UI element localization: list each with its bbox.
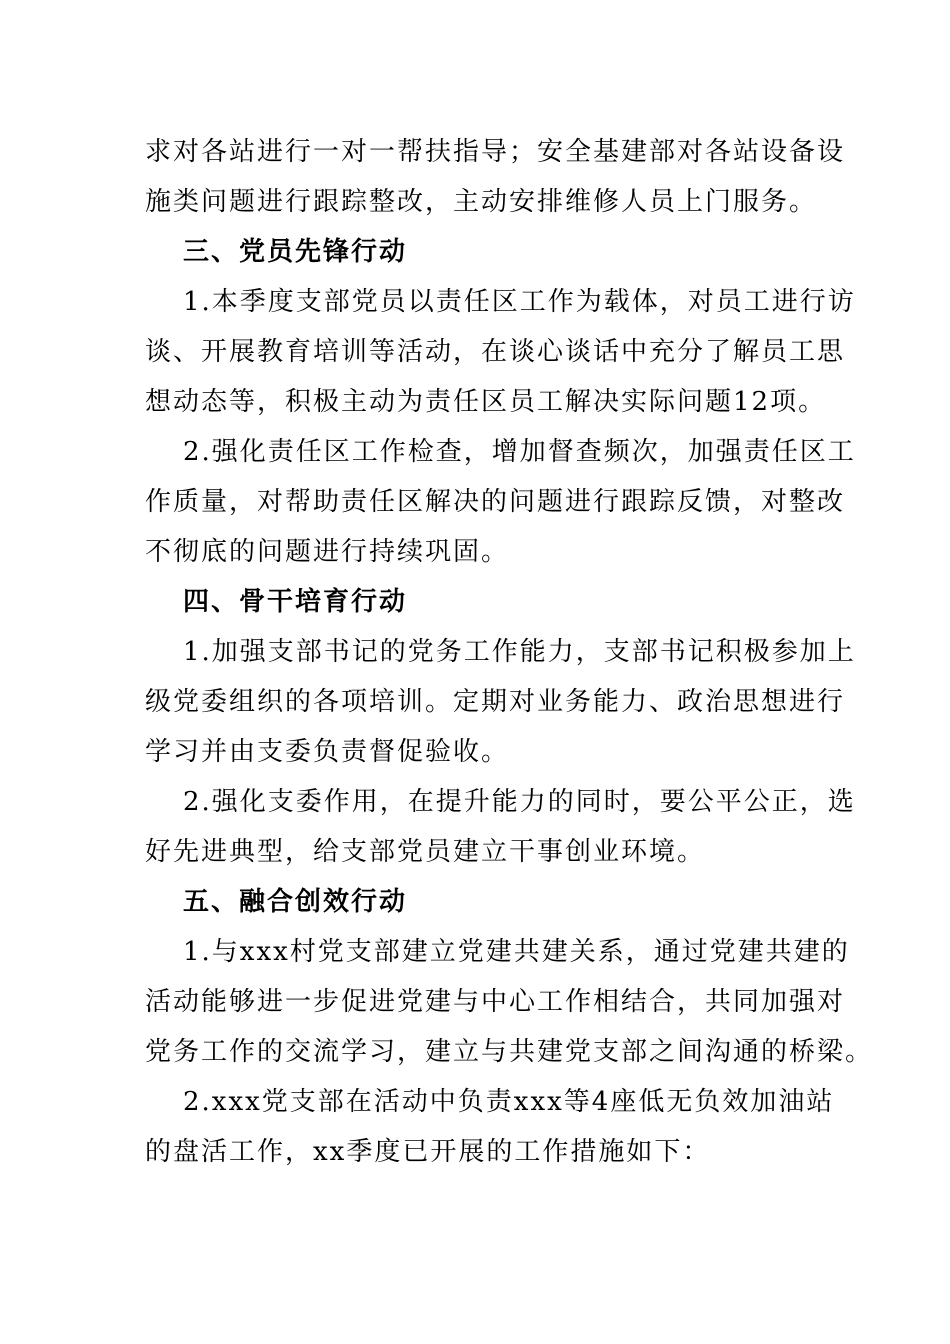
paragraph-first-line: 1.本季度支部党员以责任区工作为载体，对员工进行访	[183, 287, 856, 317]
paragraph-first-line: 2.xxx党支部在活动中负责xxx等4座低无负效加油站	[183, 1087, 835, 1117]
paragraph-first-line: 1.加强支部书记的党务工作能力，支部书记积极参加上	[183, 637, 856, 667]
body-line: 党务工作的交流学习，建立与共建党支部之间沟通的桥梁。	[145, 1037, 874, 1067]
paragraph-first-line: 2.强化责任区工作检查，增加督查频次，加强责任区工	[183, 437, 856, 467]
body-line: 谈、开展教育培训等活动，在谈心谈话中充分了解员工思	[145, 337, 846, 367]
body-line: 不彻底的问题进行持续巩固。	[145, 537, 510, 567]
body-line: 想动态等，积极主动为责任区员工解决实际问题12项。	[145, 387, 827, 417]
body-line: 级党委组织的各项培训。定期对业务能力、政治思想进行	[145, 687, 846, 717]
section-heading: 三、党员先锋行动	[183, 237, 408, 267]
section-heading: 五、融合创效行动	[183, 887, 408, 917]
body-line: 作质量，对帮助责任区解决的问题进行跟踪反馈，对整改	[145, 487, 846, 517]
body-line: 好先进典型，给支部党员建立干事创业环境。	[145, 837, 706, 867]
body-line: 的盘活工作，xx季度已开展的工作措施如下：	[145, 1137, 711, 1167]
body-line: 活动能够进一步促进党建与中心工作相结合，共同加强对	[145, 987, 846, 1017]
section-heading: 四、骨干培育行动	[183, 587, 408, 617]
paragraph-first-line: 1.与xxx村党支部建立党建共建关系，通过党建共建的	[183, 937, 850, 967]
body-line: 学习并由支委负责督促验收。	[145, 737, 510, 767]
body-line: 施类问题进行跟踪整改，主动安排维修人员上门服务。	[145, 187, 818, 217]
paragraph-first-line: 2.强化支委作用，在提升能力的同时，要公平公正，选	[183, 787, 856, 817]
body-line: 求对各站进行一对一帮扶指导；安全基建部对各站设备设	[145, 137, 846, 167]
